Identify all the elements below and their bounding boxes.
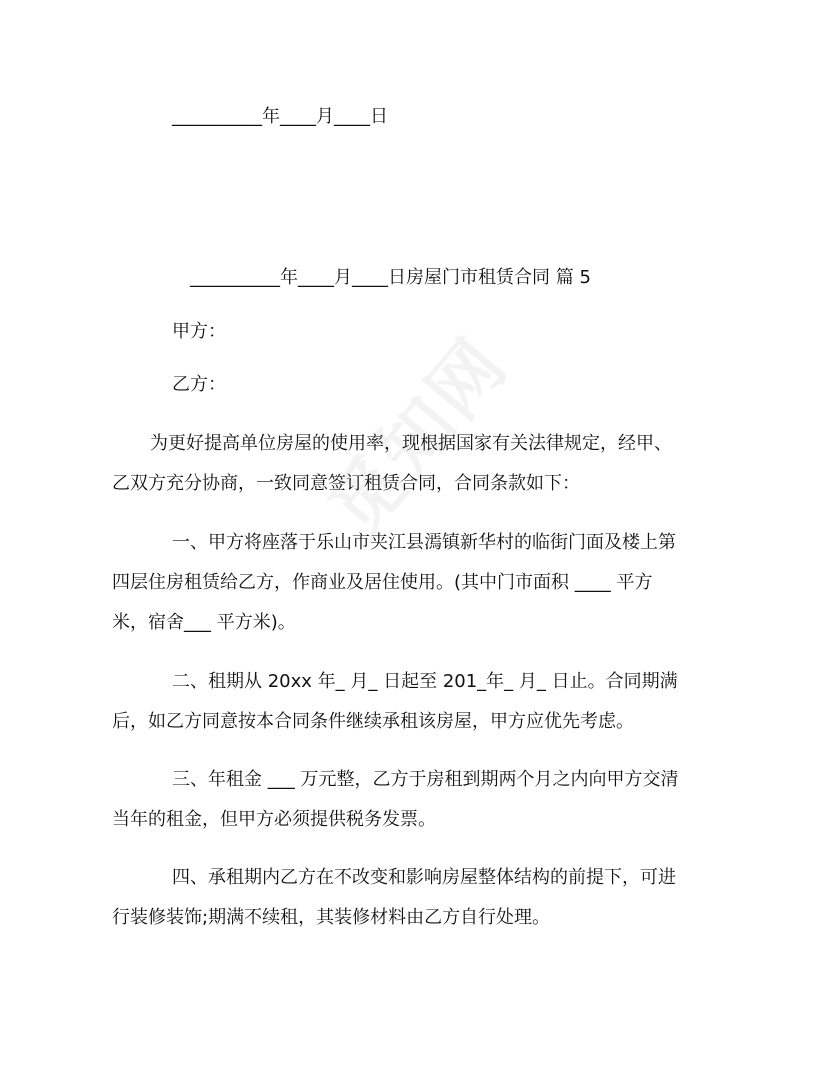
party-a-label: 甲方： (172, 321, 226, 342)
clause-1-line-3: 米，宿舍___ 平方米)。 (112, 612, 296, 633)
clause-2-line-1: 二、租期从 20xx 年_ 月_ 日起至 201_年_ 月_ 日止。合同期满 (172, 671, 678, 692)
clause-3-line-2: 当年的租金，但甲方必须提供税务发票。 (112, 809, 436, 830)
intro-line-2: 乙双方充分协商，一致同意签订租赁合同，合同条款如下： (112, 473, 580, 494)
clause-4-line-1: 四、承租期内乙方在不改变和影响房屋整体结构的前提下，可进 (172, 867, 676, 888)
contract-title: __________年____月____日房屋门市租赁合同 篇 5 (190, 267, 591, 288)
clause-3-line-1: 三、年租金 ___ 万元整，乙方于房租到期两个月之内向甲方交清 (172, 769, 679, 790)
clause-1-line-2: 四层住房租赁给乙方，作商业及居住使用。(其中门市面积 ____ 平方 (112, 572, 653, 593)
clause-1-line-1: 一、甲方将座落于乐山市夹江县漹镇新华村的临街门面及楼上第 (172, 532, 676, 553)
clause-4-line-2: 行装修装饰;期满不续租，其装修材料由乙方自行处理。 (112, 907, 551, 928)
date-line: __________年____月____日 (172, 106, 388, 127)
party-b-label: 乙方： (172, 374, 226, 395)
clause-2-line-2: 后，如乙方同意按本合同条件继续承租该房屋，甲方应优先考虑。 (112, 711, 634, 732)
intro-line-1: 为更好提高单位房屋的使用率，现根据国家有关法律规定，经甲、 (150, 433, 672, 454)
